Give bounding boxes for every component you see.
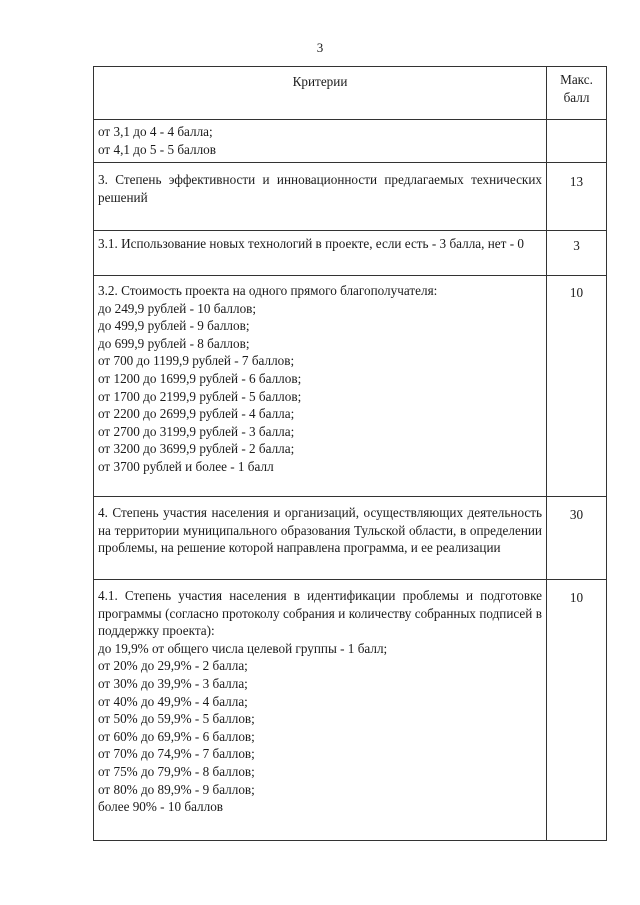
table-row xyxy=(94,163,607,231)
criterion-heading: 3.1. Использование новых технологий в проекте, если есть - 3 балла, нет - 0 xyxy=(98,236,524,251)
criterion-cell xyxy=(94,497,547,580)
criterion-line: от 2700 до 3199,9 рублей - 3 балла; xyxy=(98,423,295,439)
criterion-line: от 4,1 до 5 - 5 баллов xyxy=(98,141,216,157)
score-cell: 30 xyxy=(547,497,607,580)
criterion-line: до 249,9 рублей - 10 баллов; xyxy=(98,300,257,316)
criterion-heading: 3.2. Стоимость проекта на одного прямого благополучателя: xyxy=(98,283,438,298)
criterion-heading: 3. Степень эффективности и инновационности предлагаемых технических решений xyxy=(98,172,542,205)
criterion-line: от 1200 до 1699,9 рублей - 6 баллов; xyxy=(98,370,302,386)
criterion-line: от 30% до 39,9% - 3 балла; xyxy=(98,675,248,691)
criterion-line: от 3,1 до 4 - 4 балла; xyxy=(98,124,213,139)
score-cell: 10 xyxy=(547,580,607,841)
criterion-line: от 3700 рублей и более - 1 балл xyxy=(98,458,274,474)
table-row xyxy=(94,120,607,163)
criterion-cell xyxy=(94,276,547,497)
criterion-line: более 90% - 10 баллов xyxy=(98,799,224,815)
score-cell: 3 xyxy=(547,231,607,276)
table-row xyxy=(94,276,607,497)
page-number: 3 xyxy=(316,40,324,55)
criterion-line: до 19,9% от общего числа целевой группы - 1 балл; xyxy=(98,640,388,656)
table-header-row xyxy=(94,67,607,120)
criterion-cell xyxy=(94,163,547,231)
criterion-line: от 75% до 79,9% - 8 баллов; xyxy=(98,763,255,779)
score-cell xyxy=(547,120,607,163)
criterion-line: от 80% до 89,9% - 9 баллов; xyxy=(98,781,255,797)
criteria-column-header: Критерии xyxy=(94,67,547,120)
criteria-table xyxy=(93,66,607,841)
criterion-cell xyxy=(94,120,547,163)
score-cell: 10 xyxy=(547,276,607,497)
criterion-cell xyxy=(94,580,547,841)
criterion-line: от 700 до 1199,9 рублей - 7 баллов; xyxy=(98,353,295,369)
criterion-heading: 4.1. Степень участия населения в идентификации проблемы и подготовке программы (согласно протоколу собрания и количеству собранных подписей в поддержку проекта): xyxy=(98,588,542,639)
score-cell: 13 xyxy=(547,163,607,231)
criterion-line: от 70% до 74,9% - 7 баллов; xyxy=(98,746,255,762)
criterion-line: от 50% до 59,9% - 5 баллов; xyxy=(98,711,255,727)
criterion-line: до 499,9 рублей - 9 баллов; xyxy=(98,318,250,334)
criterion-line: от 20% до 29,9% - 2 балла; xyxy=(98,658,248,674)
criterion-heading: 4. Степень участия населения и организаций, осуществляющих деятельность на территории муниципального образования Тульской области, в определении проблемы, на решение которой направлена программа, и ее реализации xyxy=(98,505,542,556)
criterion-line: от 60% до 69,9% - 6 баллов; xyxy=(98,728,255,744)
criterion-line: от 40% до 49,9% - 4 балла; xyxy=(98,693,248,709)
table-row xyxy=(94,580,607,841)
table-row xyxy=(94,497,607,580)
criterion-line: от 2200 до 2699,9 рублей - 4 балла; xyxy=(98,406,295,422)
criterion-line: от 3200 до 3699,9 рублей - 2 балла; xyxy=(98,441,295,457)
criterion-cell xyxy=(94,231,547,276)
table-row xyxy=(94,231,607,276)
criterion-line: до 699,9 рублей - 8 баллов; xyxy=(98,335,250,351)
criterion-line: от 1700 до 2199,9 рублей - 5 баллов; xyxy=(98,388,302,404)
max-score-column-header: Макс. балл xyxy=(547,67,607,120)
